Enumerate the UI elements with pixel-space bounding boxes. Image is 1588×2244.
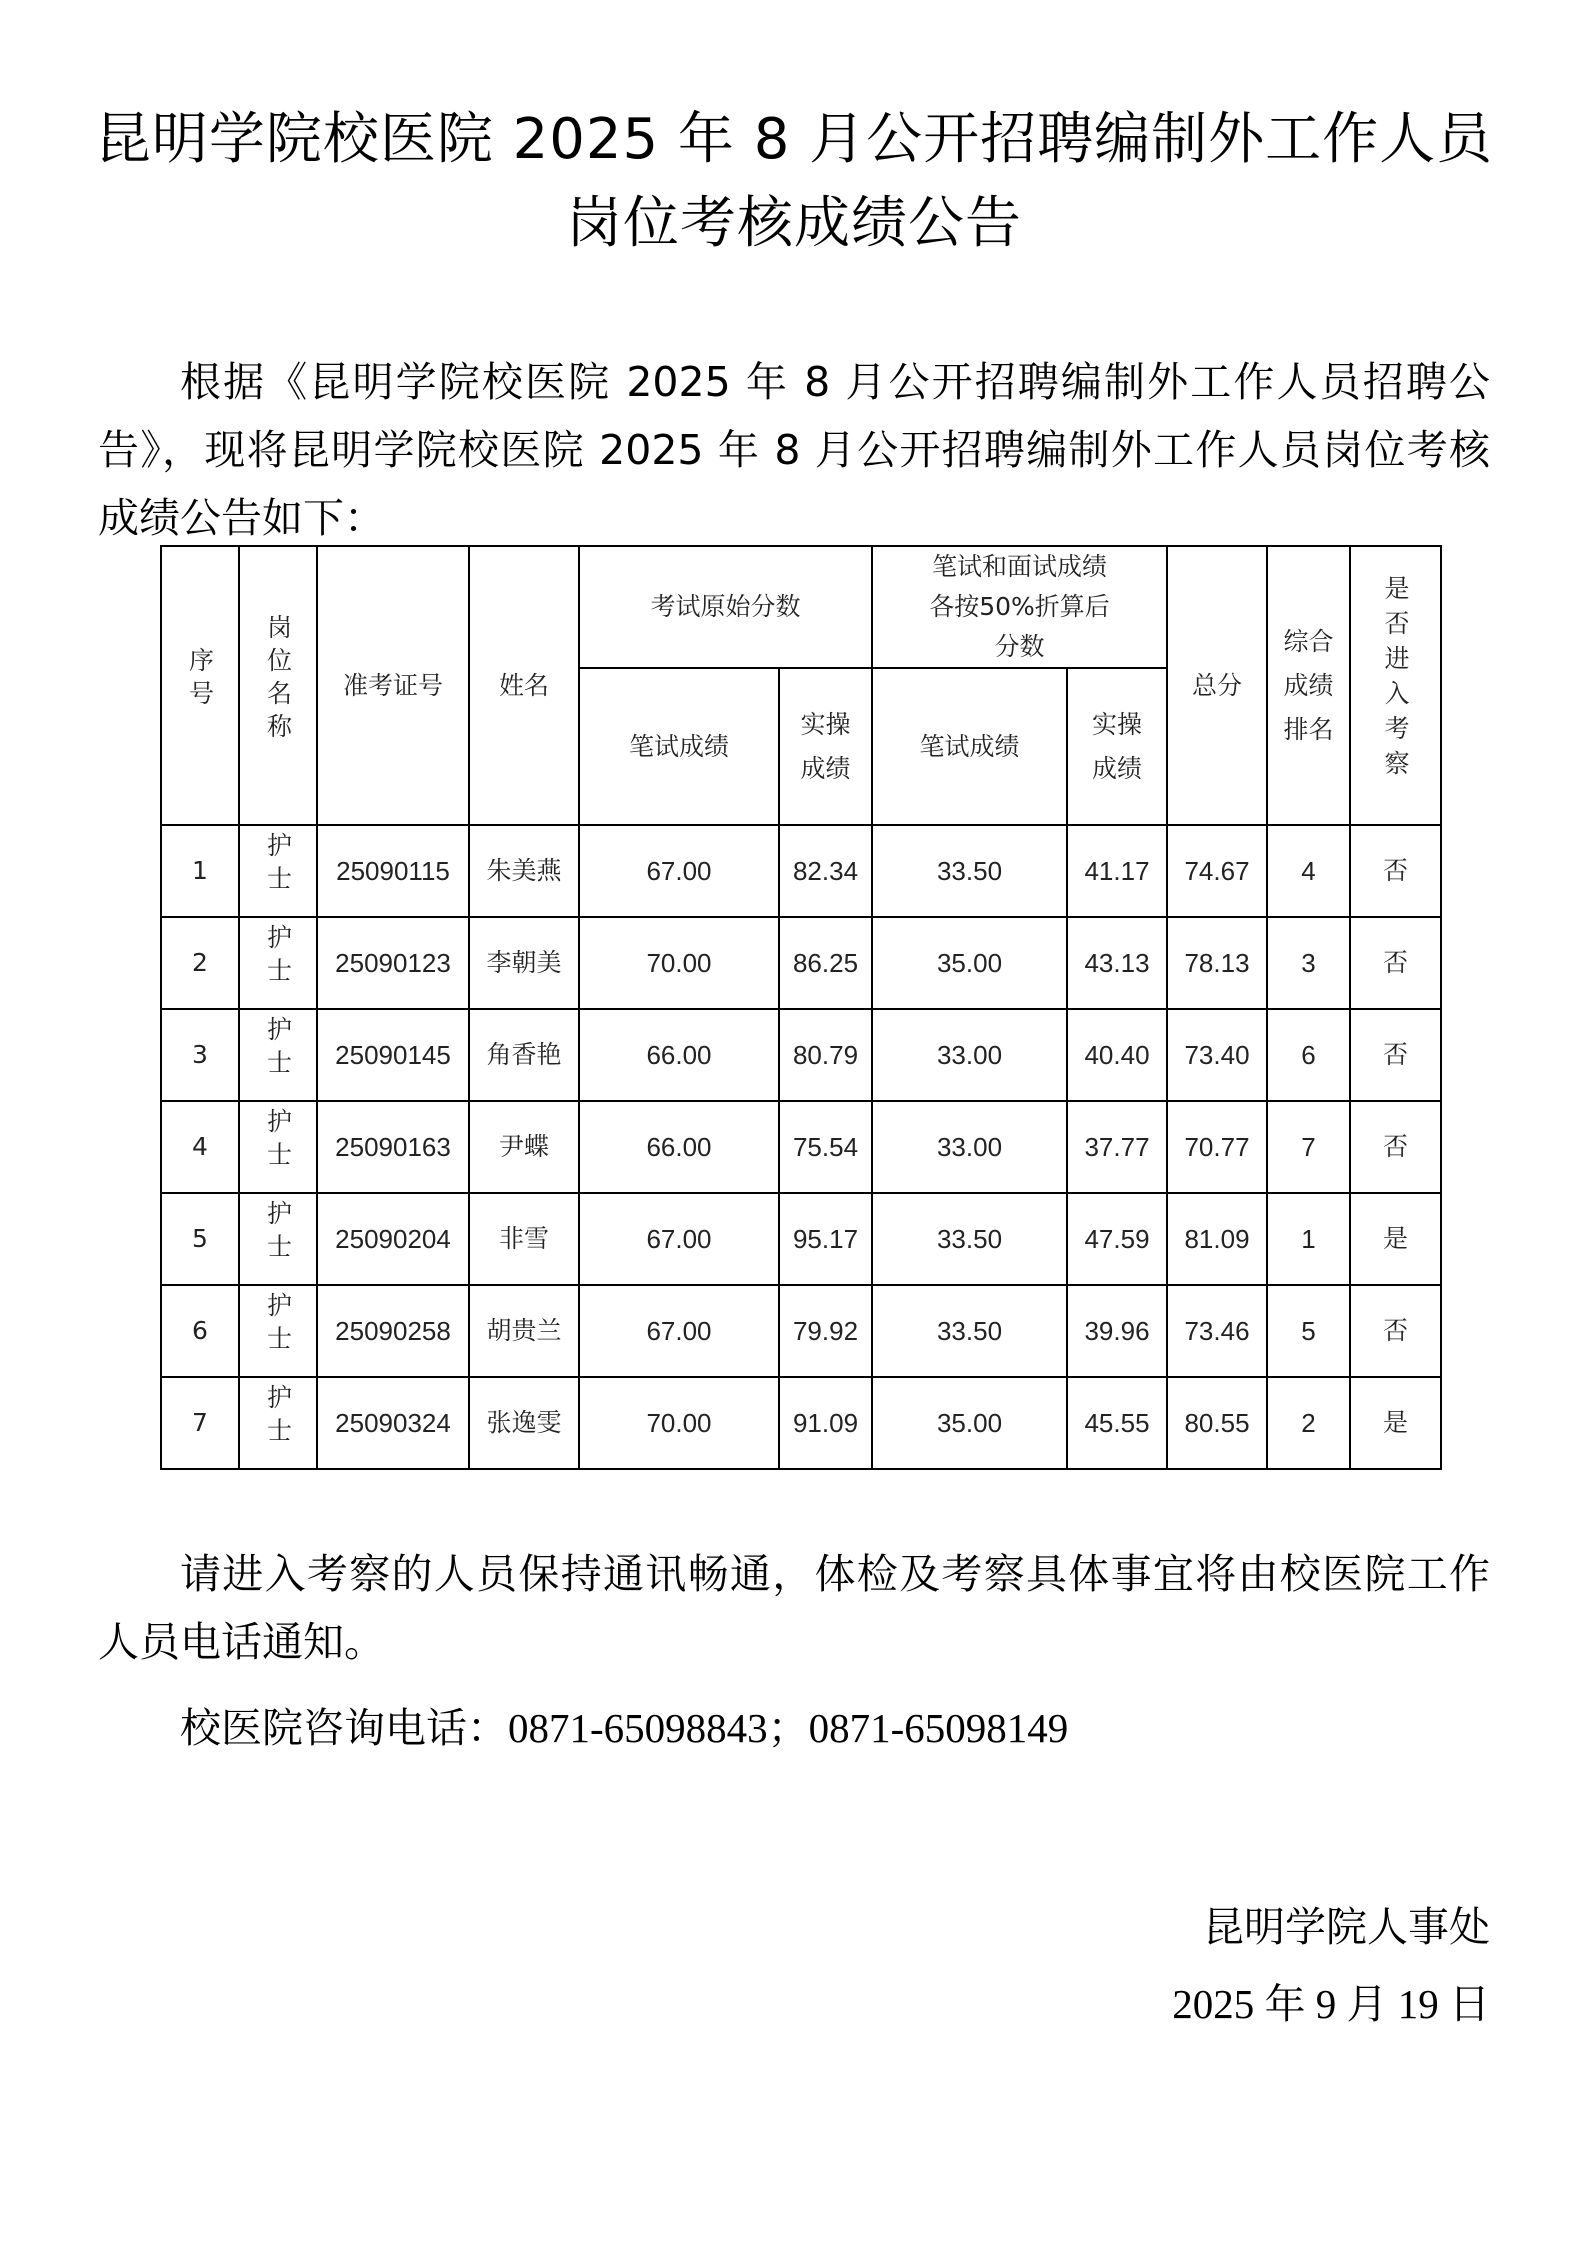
header-name: 姓名	[469, 546, 579, 825]
cell-practical-weighted: 43.13	[1067, 917, 1167, 1009]
score-table	[160, 545, 1442, 1470]
cell-seq: 1	[161, 825, 239, 917]
table-row	[161, 825, 1441, 917]
cell-seq: 5	[161, 1193, 239, 1285]
cell-post: 护士	[239, 1285, 317, 1377]
contact-label: 校医院咨询电话：	[180, 1704, 508, 1752]
cell-written-weighted: 33.50	[872, 1193, 1067, 1285]
cell-name: 李朝美	[469, 917, 579, 1009]
cell-written-weighted: 35.00	[872, 1377, 1067, 1469]
cell-post: 护士	[239, 1101, 317, 1193]
header-post: 岗位名称	[239, 546, 317, 825]
contact-phone-numbers: 0871-65098843；0871-65098149	[508, 1705, 1069, 1751]
cell-practical-raw: 86.25	[779, 917, 872, 1009]
cell-seq: 4	[161, 1101, 239, 1193]
cell-advance: 否	[1350, 1285, 1441, 1377]
cell-seq: 7	[161, 1377, 239, 1469]
cell-ticket: 25090324	[317, 1377, 469, 1469]
cell-practical-raw: 80.79	[779, 1009, 872, 1101]
cell-advance: 否	[1350, 917, 1441, 1009]
cell-total: 80.55	[1167, 1377, 1267, 1469]
cell-total: 73.46	[1167, 1285, 1267, 1377]
cell-seq: 3	[161, 1009, 239, 1101]
header-practical-raw: 实操成绩	[779, 668, 872, 825]
header-total: 总分	[1167, 546, 1267, 825]
cell-written-raw: 66.00	[579, 1009, 779, 1101]
cell-written-weighted: 33.00	[872, 1009, 1067, 1101]
header-rank: 综合成绩排名	[1267, 546, 1350, 825]
cell-practical-weighted: 37.77	[1067, 1101, 1167, 1193]
cell-ticket: 25090123	[317, 917, 469, 1009]
cell-advance: 是	[1350, 1377, 1441, 1469]
cell-practical-weighted: 41.17	[1067, 825, 1167, 917]
cell-written-raw: 67.00	[579, 1193, 779, 1285]
header-written-weighted: 笔试成绩	[872, 668, 1067, 825]
table-row	[161, 917, 1441, 1009]
cell-advance: 是	[1350, 1193, 1441, 1285]
cell-total: 73.40	[1167, 1009, 1267, 1101]
cell-practical-raw: 91.09	[779, 1377, 872, 1469]
table-row	[161, 1101, 1441, 1193]
cell-rank: 5	[1267, 1285, 1350, 1377]
cell-advance: 否	[1350, 1101, 1441, 1193]
title-line-1: 昆明学院校医院 2025 年 8 月公开招聘编制外工作人员	[94, 107, 1494, 172]
table-row	[161, 1285, 1441, 1377]
cell-post: 护士	[239, 917, 317, 1009]
notice-paragraph: 请进入考察的人员保持通讯畅通，体检及考察具体事宜将由校医院工作人员电话通知。	[98, 1550, 1490, 1666]
table-row	[161, 1193, 1441, 1285]
cell-written-raw: 67.00	[579, 1285, 779, 1377]
cell-post: 护士	[239, 825, 317, 917]
score-table-body	[161, 825, 1441, 1469]
header-advance: 是否进入考察	[1350, 546, 1441, 825]
cell-practical-weighted: 39.96	[1067, 1285, 1167, 1377]
header-written-raw: 笔试成绩	[579, 668, 779, 825]
cell-written-weighted: 33.00	[872, 1101, 1067, 1193]
cell-name: 尹蝶	[469, 1101, 579, 1193]
cell-name: 非雪	[469, 1193, 579, 1285]
cell-rank: 1	[1267, 1193, 1350, 1285]
cell-written-raw: 67.00	[579, 825, 779, 917]
cell-total: 81.09	[1167, 1193, 1267, 1285]
cell-written-weighted: 33.50	[872, 1285, 1067, 1377]
cell-ticket: 25090115	[317, 825, 469, 917]
cell-name: 张逸雯	[469, 1377, 579, 1469]
header-weighted-score-group: 笔试和面试成绩各按50%折算后分数	[872, 546, 1167, 668]
issue-date: 2025 年 9 月 19 日	[1172, 1981, 1490, 2027]
cell-post: 护士	[239, 1377, 317, 1469]
header-raw-score-group: 考试原始分数	[579, 546, 872, 668]
cell-name: 朱美燕	[469, 825, 579, 917]
cell-seq: 2	[161, 917, 239, 1009]
cell-rank: 7	[1267, 1101, 1350, 1193]
cell-practical-weighted: 40.40	[1067, 1009, 1167, 1101]
cell-rank: 6	[1267, 1009, 1350, 1101]
cell-post: 护士	[239, 1193, 317, 1285]
cell-total: 70.77	[1167, 1101, 1267, 1193]
cell-written-weighted: 33.50	[872, 825, 1067, 917]
cell-ticket: 25090145	[317, 1009, 469, 1101]
cell-post: 护士	[239, 1009, 317, 1101]
cell-written-raw: 70.00	[579, 917, 779, 1009]
cell-rank: 4	[1267, 825, 1350, 917]
cell-ticket: 25090204	[317, 1193, 469, 1285]
cell-rank: 2	[1267, 1377, 1350, 1469]
document-title	[0, 98, 1588, 266]
cell-practical-raw: 79.92	[779, 1285, 872, 1377]
cell-name: 角香艳	[469, 1009, 579, 1101]
cell-rank: 3	[1267, 917, 1350, 1009]
cell-ticket: 25090163	[317, 1101, 469, 1193]
header-row-1	[161, 546, 1441, 668]
table-row	[161, 1377, 1441, 1469]
cell-practical-raw: 95.17	[779, 1193, 872, 1285]
cell-written-raw: 70.00	[579, 1377, 779, 1469]
title-line-2: 岗位考核成绩公告	[566, 191, 1022, 256]
cell-practical-weighted: 47.59	[1067, 1193, 1167, 1285]
cell-practical-raw: 75.54	[779, 1101, 872, 1193]
intro-paragraph: 根据《昆明学院校医院 2025 年 8 月公开招聘编制外工作人员招聘公告》，现将昆明学院校医院 2025 年 8 月公开招聘编制外工作人员岗位考核成绩公告如下：	[98, 358, 1490, 542]
header-ticket: 准考证号	[317, 546, 469, 825]
cell-practical-raw: 82.34	[779, 825, 872, 917]
cell-name: 胡贵兰	[469, 1285, 579, 1377]
cell-written-raw: 66.00	[579, 1101, 779, 1193]
issuer-signature: 昆明学院人事处	[1203, 1903, 1490, 1951]
table-row	[161, 1009, 1441, 1101]
cell-advance: 否	[1350, 1009, 1441, 1101]
header-practical-weighted: 实操成绩	[1067, 668, 1167, 825]
cell-advance: 否	[1350, 825, 1441, 917]
cell-practical-weighted: 45.55	[1067, 1377, 1167, 1469]
cell-written-weighted: 35.00	[872, 917, 1067, 1009]
contact-paragraph	[98, 1694, 1490, 1762]
cell-seq: 6	[161, 1285, 239, 1377]
cell-total: 78.13	[1167, 917, 1267, 1009]
cell-total: 74.67	[1167, 825, 1267, 917]
cell-ticket: 25090258	[317, 1285, 469, 1377]
header-seq: 序号	[161, 546, 239, 825]
